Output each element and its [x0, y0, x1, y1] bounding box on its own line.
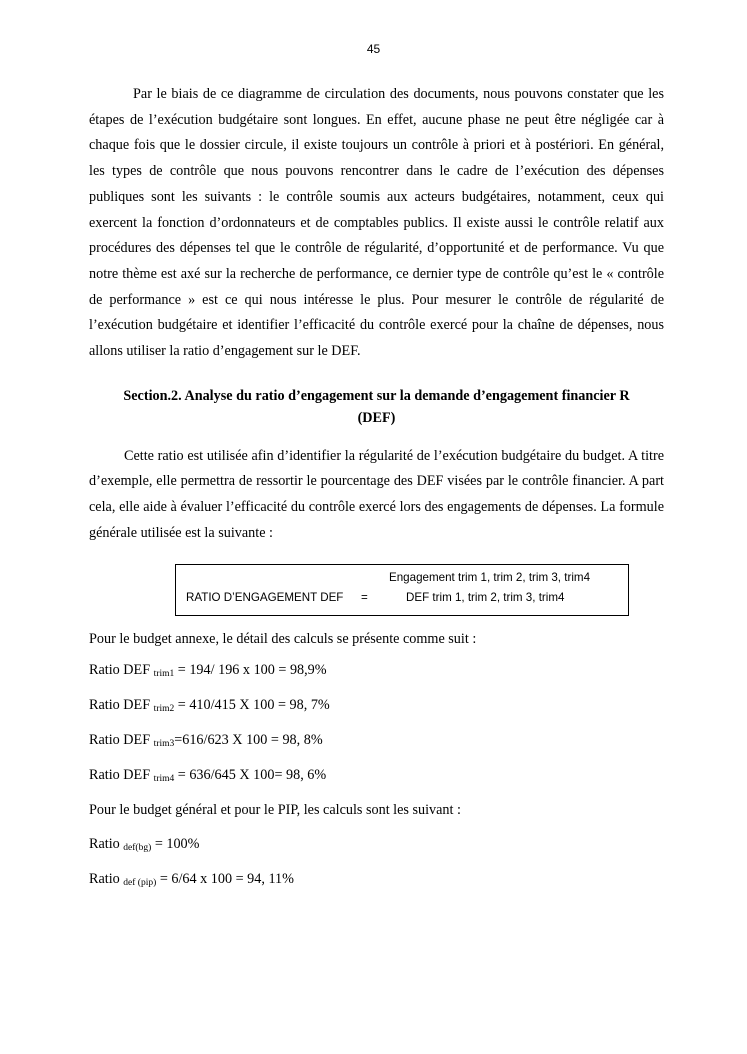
ratio-subscript: trim2	[153, 703, 175, 714]
section-title: Section.2. Analyse du ratio d’engagement sur la demande d’engagement financier R (DEF)	[123, 387, 630, 426]
ratio-prefix: Ratio DEF	[89, 766, 154, 783]
ratio-def-bg	[89, 834, 664, 858]
ratio-subscript: trim3	[153, 738, 175, 749]
ratio-prefix: Ratio DEF	[89, 696, 154, 713]
ratio-def-trim1	[89, 660, 664, 684]
formula-label: RATIO D’ENGAGEMENT DEF	[186, 590, 344, 604]
formula-denominator: DEF trim 1, trim 2, trim 3, trim4	[406, 590, 565, 604]
ratio-calculation: = 410/415 X 100 = 98, 7%	[174, 696, 330, 713]
ratio-def-trim3	[89, 730, 664, 754]
ratio-prefix: Ratio	[89, 835, 124, 852]
page-content	[89, 82, 664, 893]
page-number: 45	[366, 42, 381, 56]
ratio-calculation: = 636/645 X 100= 98, 6%	[174, 766, 327, 783]
ratio-prefix: Ratio	[89, 870, 124, 887]
formula-numerator: Engagement trim 1, trim 2, trim 3, trim4	[389, 570, 591, 584]
ratio-subscript: def(bg)	[123, 842, 152, 853]
ratio-subscript: trim4	[153, 773, 175, 784]
ratio-prefix: Ratio DEF	[89, 661, 154, 678]
ratio-subscript: trim1	[153, 668, 175, 679]
ratio-def-pip	[89, 869, 664, 893]
general-intro: Pour le budget général et pour le PIP, les calculs sont les suivant :	[89, 801, 461, 818]
ratio-calculation: = 6/64 x 100 = 94, 11%	[156, 870, 294, 887]
annexe-intro: Pour le budget annexe, le détail des calculs se présente comme suit :	[89, 630, 477, 647]
ratio-calculation: =616/623 X 100 = 98, 8%	[174, 731, 323, 748]
ratio-def-trim2	[89, 695, 664, 719]
formula-equals-sign: =	[361, 590, 368, 604]
ratio-def-trim4	[89, 765, 664, 789]
formula-box	[175, 564, 629, 616]
ratio-calculation: = 100%	[151, 835, 200, 852]
paragraph-ratio-description: Cette ratio est utilisée afin d’identifier la régularité de l’exécution budgétaire du budget. A titre d’exemple, elle permettra de ressortir le pourcentage des DEF visées par le contrôle financier. A part cela, elle aide à évaluer l’efficacité du contrôle exercé lors des engagements de dépenses. La formule générale utilisée est la suivante :	[89, 447, 664, 541]
paragraph-diagram-analysis: Par le biais de ce diagramme de circulation des documents, nous pouvons constater que les étapes de l’exécution budgétaire sont longues. En effet, aucune phase ne peut être négligée car à chaque fois que le dossier circule, il existe toujours un contrôle à priori et à postériori. En général, les types de contrôle que nous pouvons rencontrer dans le cadre de l’exécution des dépenses publiques sont les suivants : le contrôle soumis aux acteurs budgétaires, notamment, ceux qui exercent la fonction d’ordonnateurs et de comptables publics. Il existe aussi le contrôle relatif aux procédures des dépenses tel que le contrôle de régularité, d’opportunité et de performance. Vu que notre thème est axé sur la recherche de performance, ce dernier type de contrôle qu’est le « contrôle de performance » est ce qui nous intéresse le plus. Pour mesurer le contrôle de régularité de l’exécution budgétaire et identifier l’efficacité du contrôle exercé pour la chaîne de dépenses, nous allons utiliser la ratio d’engagement sur le DEF.	[89, 86, 664, 360]
ratio-subscript: def (pip)	[123, 877, 157, 888]
ratio-calculation: = 194/ 196 x 100 = 98,9%	[174, 661, 327, 678]
ratio-prefix: Ratio DEF	[89, 731, 154, 748]
